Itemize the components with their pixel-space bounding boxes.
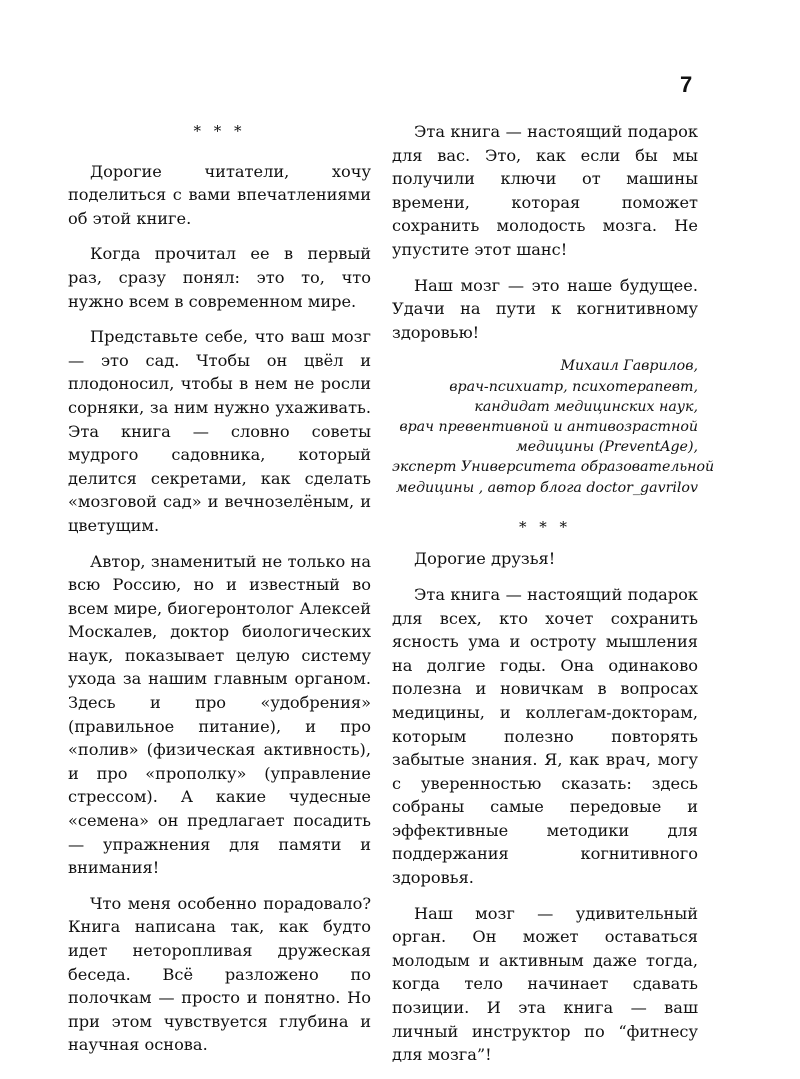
paragraph: Эта книга — настоящий подарок для вас. Это, как если бы мы получили ключи от машины времени, которая поможет сохранить молодость мозга. Не упустите этот шанс! [392, 122, 698, 259]
signature-line: Михаил Гаврилов, [560, 358, 698, 375]
paragraph: Представьте себе, что ваш мозг — это сад. Чтобы он цвёл и плодоносил, чтобы в нем не росли сорняки, за ним нужно ухаживать. Эта книга — словно советы мудрого садовника, который делится секретами, как сделать «мозговой сад» и вечнозелёным, и цветущим. [68, 327, 371, 535]
greeting: Дорогие друзья! [414, 549, 556, 569]
section-separator: * * * [518, 517, 572, 536]
right-column [392, 120, 715, 1079]
author-signature [392, 356, 715, 497]
left-column [68, 120, 371, 1069]
signature-line: эксперт Университета образовательной [392, 459, 715, 476]
signature-line: медицины , автор блога doctor_gavrilov [395, 479, 698, 496]
section-separator: * * * [193, 122, 246, 140]
paragraph: Что меня особенно порадовало? Книга написана так, как будто идет неторопливая дружеская беседа. Всё разложено по полочкам — просто и понятно. Но при этом чувствуется глубина и научная основа. [68, 893, 371, 1055]
paragraph: Наш мозг — это наше будущее. Удачи на пути к когнитивному здоровью! [392, 275, 698, 342]
signature-line: медицины (PreventAge), [515, 439, 698, 456]
paragraph: Наш мозг — удивительный орган. Он может оставаться молодым и активным даже тогда, когда тело начинает сдавать позиции. И эта книга — ваш личный инструктор по “фитнесу для мозга”! [392, 903, 698, 1065]
paragraph: Эта книга — настоящий подарок для всех, кто хочет сохранить ясность ума и остроту мышления на долгие годы. Она одинаково полезна и новичкам в вопросах медицины, и коллегам-докторам, которым полезно повторять забытые знания. Я, как врач, могу с уверенностью сказать: здесь собраны самые передовые и эффективные методики для поддержания когнитивного здоровья. [392, 584, 698, 888]
paragraph: Автор, знаменитый не только на всю Россию, но и известный во всем мире, биогеронтолог Алексей Москалев, доктор биологических наук, показывает целую систему ухода за нашим главным органом. Здесь и про «удобрения» (правильное питание), и про «полив» (физическая активность), и про «прополку» (управление стрессом). А какие чудесные «семена» он предлагает посадить — упражнения для памяти и внимания! [68, 551, 371, 878]
page-number: 7 [680, 72, 693, 97]
signature-line: врач-психиатр, психотерапевт, [449, 378, 698, 395]
paragraph: Дорогие читатели, хочу поделиться с вами впечатлениями об этой книге. [68, 161, 371, 228]
signature-line: кандидат медицинских наук, [474, 398, 698, 415]
paragraph: Когда прочитал ее в первый раз, сразу понял: это то, что нужно всем в современном мире. [68, 244, 371, 311]
signature-line: врач превентивной и антивозрастной [399, 418, 698, 435]
